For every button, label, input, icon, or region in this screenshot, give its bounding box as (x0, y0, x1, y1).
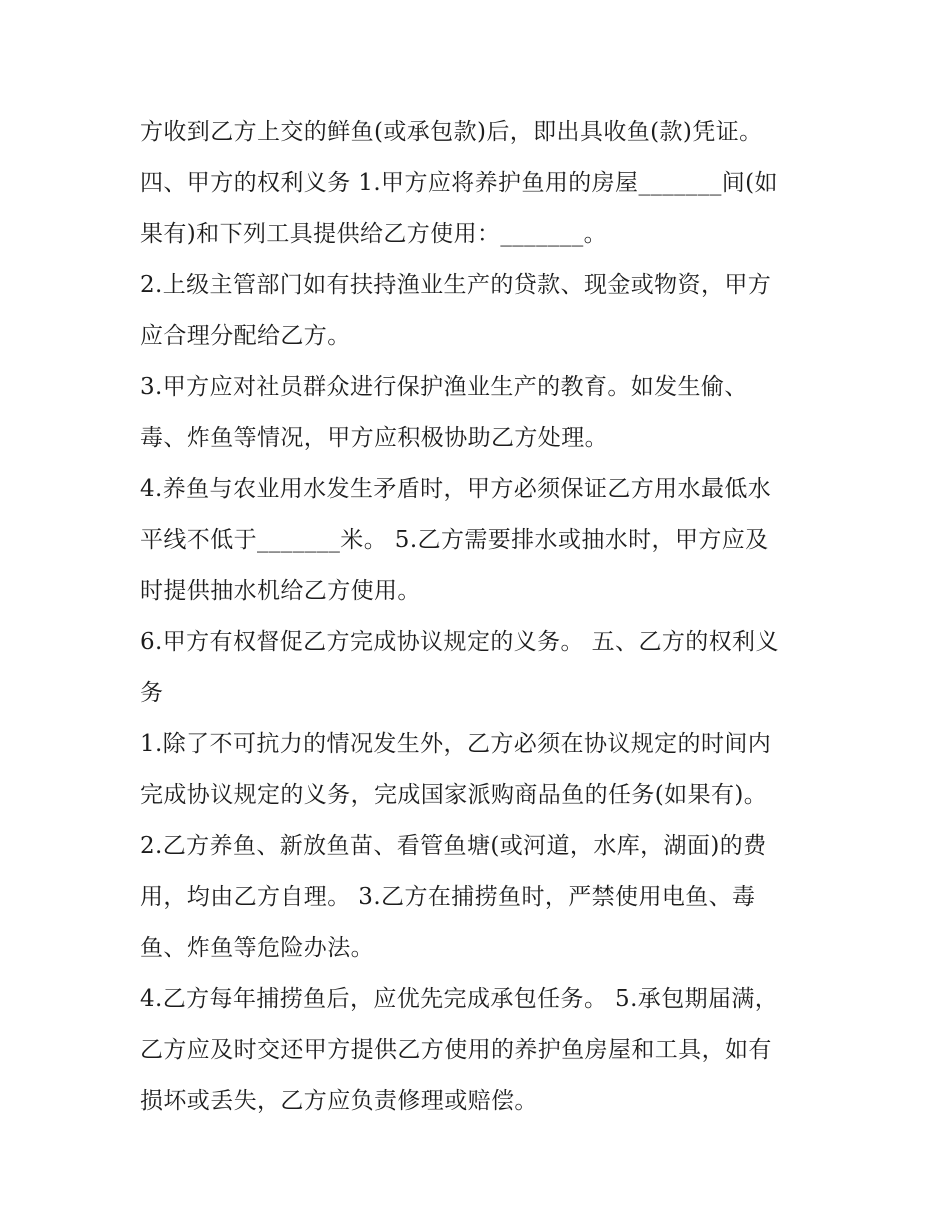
text-line: 应合理分配给乙方。 (140, 323, 351, 349)
text-line: 完成协议规定的义务，完成国家派购商品鱼的任务(如果有)。 (140, 782, 768, 808)
text-line: 2.上级主管部门如有扶持渔业生产的贷款、现金或物资，甲方 (140, 272, 772, 298)
text-line: 6.甲方有权督促乙方完成协议规定的义务。 五、乙方的权利义 (140, 629, 779, 655)
text-line: 3.甲方应对社员群众进行保护渔业生产的教育。如发生偷、 (140, 374, 748, 400)
document-body (140, 107, 820, 1127)
text-line: 4.养鱼与农业用水发生矛盾时，甲方必须保证乙方用水最低水 (140, 476, 772, 502)
text-line: 方收到乙方上交的鲜鱼(或承包款)后，即出具收鱼(款)凭证。 (140, 119, 763, 145)
text-line: 4.乙方每年捕捞鱼后，应优先完成承包任务。 5.承包期届满， (140, 986, 779, 1012)
text-line: 四、甲方的权利义务 1.甲方应将养护鱼用的房屋_______间(如 (140, 170, 778, 196)
text-line: 毒、炸鱼等情况，甲方应积极协助乙方处理。 (140, 425, 608, 451)
text-line: 时提供抽水机给乙方使用。 (140, 578, 421, 604)
text-line: 用，均由乙方自理。 3.乙方在捕捞鱼时，严禁使用电鱼、毒 (140, 884, 756, 910)
text-line: 乙方应及时交还甲方提供乙方使用的养护鱼房屋和工具，如有 (140, 1037, 772, 1063)
text-line: 鱼、炸鱼等危险办法。 (140, 935, 374, 961)
text-line: 2.乙方养鱼、新放鱼苗、看管鱼塘(或河道，水库，湖面)的费 (140, 833, 767, 859)
text-line: 果有)和下列工具提供给乙方使用：_______。 (140, 221, 608, 247)
text-line: 损坏或丢失，乙方应负责修理或赔偿。 (140, 1088, 538, 1114)
text-line: 平线不低于_______米。 5.乙方需要排水或抽水时，甲方应及 (140, 527, 769, 553)
text-line: 1.除了不可抗力的情况发生外，乙方必须在协议规定的时间内 (140, 731, 772, 757)
text-line: 务 (140, 680, 164, 706)
